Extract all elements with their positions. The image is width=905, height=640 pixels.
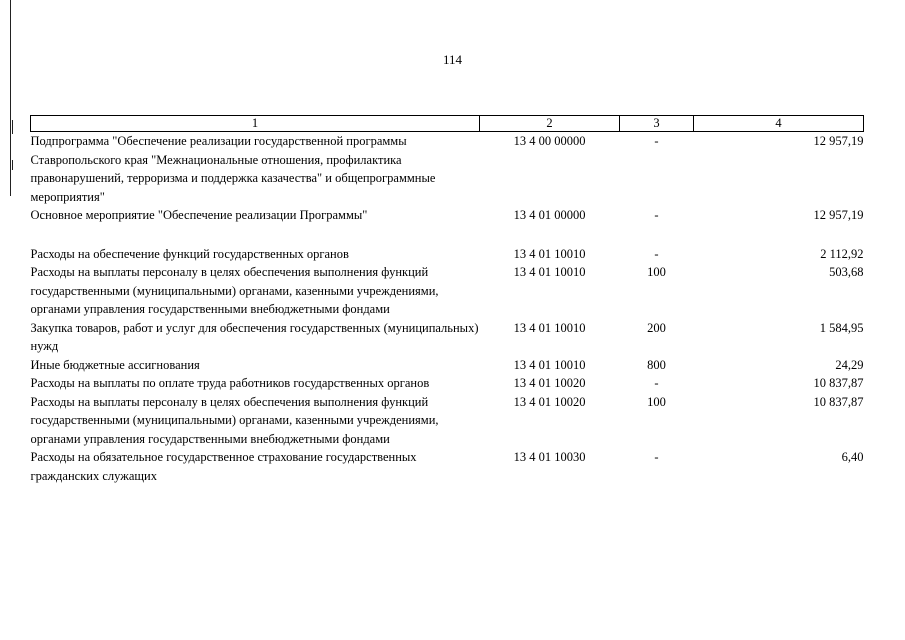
table-row <box>31 374 864 393</box>
table-row <box>31 206 864 245</box>
row-code: 13 4 01 10010 <box>513 357 586 372</box>
row-code: 13 4 01 10020 <box>513 376 586 390</box>
row-name: Основное мероприятие "Обеспечение реализации Программы" <box>30 208 368 222</box>
table-row <box>31 356 864 375</box>
row-code: 13 4 01 10010 <box>513 320 586 335</box>
row-type: - <box>654 450 659 464</box>
margin-tick <box>12 120 13 134</box>
row-amount: 24,29 <box>835 357 864 372</box>
row-name: Расходы на обязательное государственное страхование государственных гражданских служащих <box>30 450 417 483</box>
column-header: 2 <box>480 116 620 132</box>
row-amount: 12 957,19 <box>813 134 864 148</box>
left-margin-line <box>10 0 11 196</box>
row-code: 13 4 01 10010 <box>513 265 586 279</box>
row-type: - <box>654 134 659 148</box>
row-name: Расходы на выплаты персоналу в целях обеспечения выполнения функций государственными (муниципальными) органами, казенными учреждениями, органами управления государственными внебюджетными фондами <box>30 265 439 316</box>
row-name: Расходы на обеспечение функций государственных органов <box>30 246 349 261</box>
row-type: - <box>654 376 659 390</box>
row-amount: 503,68 <box>829 265 864 279</box>
column-header: 3 <box>620 116 694 132</box>
row-amount: 12 957,19 <box>813 208 864 222</box>
column-header: 1 <box>31 116 480 132</box>
row-type: 100 <box>647 394 666 409</box>
row-amount: 10 837,87 <box>813 376 864 390</box>
row-code: 13 4 01 10020 <box>513 394 586 409</box>
row-name: Расходы на выплаты по оплате труда работников государственных органов <box>30 376 430 390</box>
table-row <box>31 132 864 207</box>
row-name: Подпрограмма "Обеспечение реализации государственной программы Ставропольского края "Межнациональные отношения, профилактика правонарушений, терроризма и поддержка казачества" и общепрограммные мероприятия" <box>30 134 436 204</box>
row-type: 100 <box>647 265 666 279</box>
page-number: 114 <box>442 52 463 67</box>
table-row <box>31 448 864 485</box>
row-code: 13 4 01 10030 <box>513 450 586 464</box>
table-row <box>31 393 864 449</box>
table-row <box>31 319 864 356</box>
row-type: 200 <box>647 320 666 335</box>
row-type: - <box>654 208 659 222</box>
row-name: Иные бюджетные ассигнования <box>30 357 200 372</box>
row-name: Закупка товаров, работ и услуг для обеспечения государственных (муниципальных) нужд <box>30 320 479 353</box>
row-type: 800 <box>647 357 666 372</box>
budget-table <box>30 115 864 485</box>
header-row <box>31 116 864 132</box>
row-code: 13 4 01 00000 <box>513 208 586 222</box>
row-type: - <box>654 246 659 261</box>
row-code: 13 4 00 00000 <box>513 134 586 148</box>
table-row <box>31 245 864 264</box>
margin-tick <box>12 160 13 170</box>
row-amount: 2 112,92 <box>820 246 864 261</box>
table-row <box>31 263 864 319</box>
column-header: 4 <box>694 116 864 132</box>
row-amount: 1 584,95 <box>819 320 864 335</box>
row-amount: 10 837,87 <box>813 394 864 409</box>
row-name: Расходы на выплаты персоналу в целях обеспечения выполнения функций государственными (муниципальными) органами, казенными учреждениями, органами управления государственными внебюджетными фондами <box>30 394 439 446</box>
row-code: 13 4 01 10010 <box>513 246 586 261</box>
row-amount: 6,40 <box>841 450 864 464</box>
